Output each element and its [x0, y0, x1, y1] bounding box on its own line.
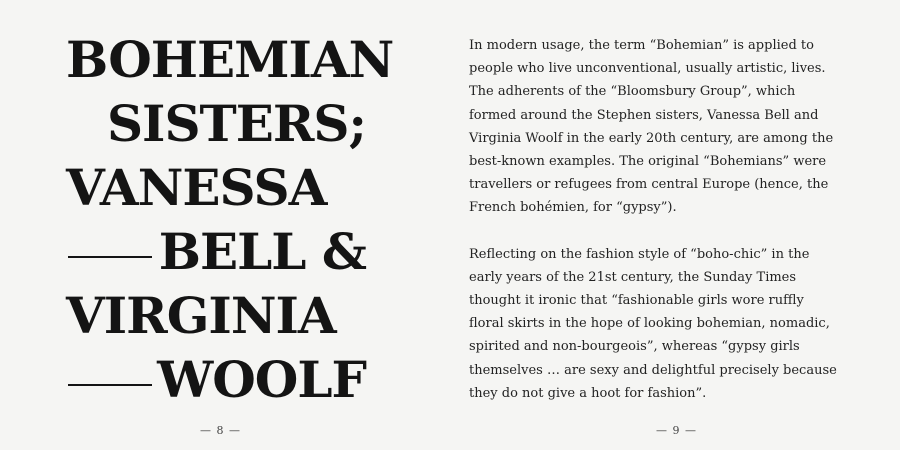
headline-line: VANESSA — [66, 158, 327, 217]
headline-line: SISTERS; — [106, 94, 366, 153]
headline-line: WOOLF — [157, 350, 366, 409]
headline — [66, 28, 394, 412]
page-number: — 9 — — [656, 424, 697, 437]
headline-line-with-rule — [66, 348, 366, 412]
headline-line: BELL & — [158, 222, 366, 281]
paragraph: In modern usage, the term “Bohemian” is applied to people who live unconventional, usually artistic, lives. The adherents of the “Bloomsbury Group”, which formed around the Stephen sisters, Vanessa Bell and Virginia Woolf in the early 20th century, are among the best-known examples. The original “Bohemians” were travellers or refugees from central Europe (hence, the French bohémien, for “gypsy”). — [469, 38, 834, 216]
em-rule — [68, 384, 152, 386]
headline-line-with-rule — [66, 220, 366, 284]
em-rule — [68, 256, 152, 258]
paragraph: Reflecting on the fashion style of “boho-chic” in the early years of the 21st century, the Sunday Times thought it ironic that “fashionable girls wore ruffly floral skirts in the hope of looking bohemian, nomadic, spirited and non-bourgeois”, whereas “gypsy girls themselves … are sexy and delightful precisely because they do not give a hoot for fashion”. — [469, 246, 837, 401]
page-number: — 8 — — [200, 424, 241, 437]
body-text — [469, 34, 839, 405]
headline-line: BOHEMIAN — [66, 30, 394, 89]
headline-line: VIRGINIA — [66, 286, 336, 345]
